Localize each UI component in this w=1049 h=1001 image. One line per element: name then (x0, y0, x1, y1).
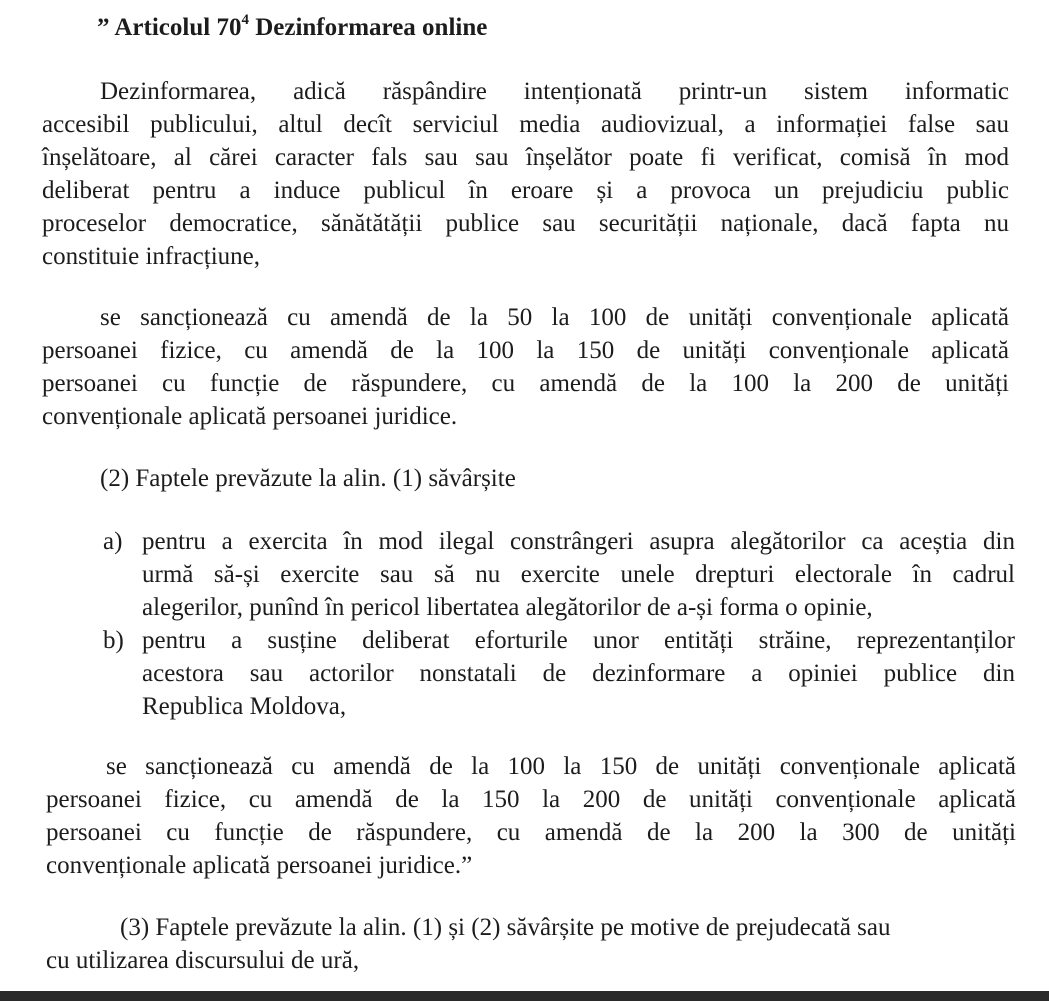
paragraph-line: cu utilizarea discursului de ură, (46, 947, 360, 974)
paragraph-line: deliberat pentru a induce publicul în eroare și a provoca un prejudiciu public (42, 177, 1009, 204)
heading-superscript: 4 (241, 11, 249, 28)
sanction-line: convenționale aplicată persoanei juridice.” (46, 852, 473, 879)
list-item-line: urmă să-și exercite sau să nu exercite unele drepturi electorale în cadrul (142, 561, 1015, 588)
page-edge-shadow (0, 991, 1049, 1001)
list-item-line: alegerilor, punînd în pericol libertatea alegătorilor de a-și forma o opinie, (142, 594, 873, 621)
heading-subject: Dezinformarea online (255, 14, 488, 41)
sanction-line: persoanei cu funcție de răspundere, cu amendă de la 200 la 300 de unități (46, 819, 1016, 846)
heading-open-quote: ” (97, 14, 110, 41)
sanction-line: se sancționează cu amendă de la 100 la 150 de unități convenționale aplicată (106, 753, 1016, 780)
list-item-line: pentru a exercita în mod ilegal constrângeri asupra alegătorilor ca aceștia din (142, 528, 1015, 555)
paragraph-line: (3) Faptele prevăzute la alin. (1) și (2) săvârșite pe motive de prejudecată sau (120, 914, 891, 941)
article-heading (97, 13, 487, 43)
sanction-line: convenționale aplicată persoanei juridice. (42, 403, 458, 430)
paragraph-line: înșelătoare, al cărei caracter fals sau sau înșelător poate fi verificat, comisă în mod (42, 144, 1009, 171)
list-item-line: Republica Moldova, (142, 693, 347, 720)
sanction-line: persoanei fizice, cu amendă de la 100 la 150 de unități convenționale aplicată (42, 337, 1009, 364)
paragraph-line: accesibil publicului, altul decît serviciul media audiovizual, a informației false sau (42, 111, 1009, 138)
list-marker: a) (103, 528, 123, 555)
paragraph-2: (2) Faptele prevăzute la alin. (1) săvârșite (100, 465, 516, 492)
paragraph-line: proceselor democratice, sănătătății publice sau securității naționale, dacă fapta nu (42, 210, 1009, 237)
list-item-line: pentru a susține deliberat eforturile unor entități străine, reprezentanților (142, 627, 1015, 654)
heading-label: Articolul 70 (114, 14, 242, 41)
sanction-line: persoanei fizice, cu amendă de la 150 la 200 de unități convenționale aplicată (46, 786, 1016, 813)
sanction-line: persoanei cu funcție de răspundere, cu amendă de la 100 la 200 de unități (42, 370, 1009, 397)
list-item-line: acestora sau actorilor nonstatali de dezinformare a opiniei publice din (142, 660, 1015, 687)
sanction-line: se sancționează cu amendă de la 50 la 100 de unități convenționale aplicată (100, 304, 1009, 331)
list-marker: b) (103, 627, 124, 654)
paragraph-line: constituie infracțiune, (42, 243, 260, 270)
paragraph-line: Dezinformarea, adică răspândire intenționată printr-un sistem informatic (100, 78, 1009, 105)
